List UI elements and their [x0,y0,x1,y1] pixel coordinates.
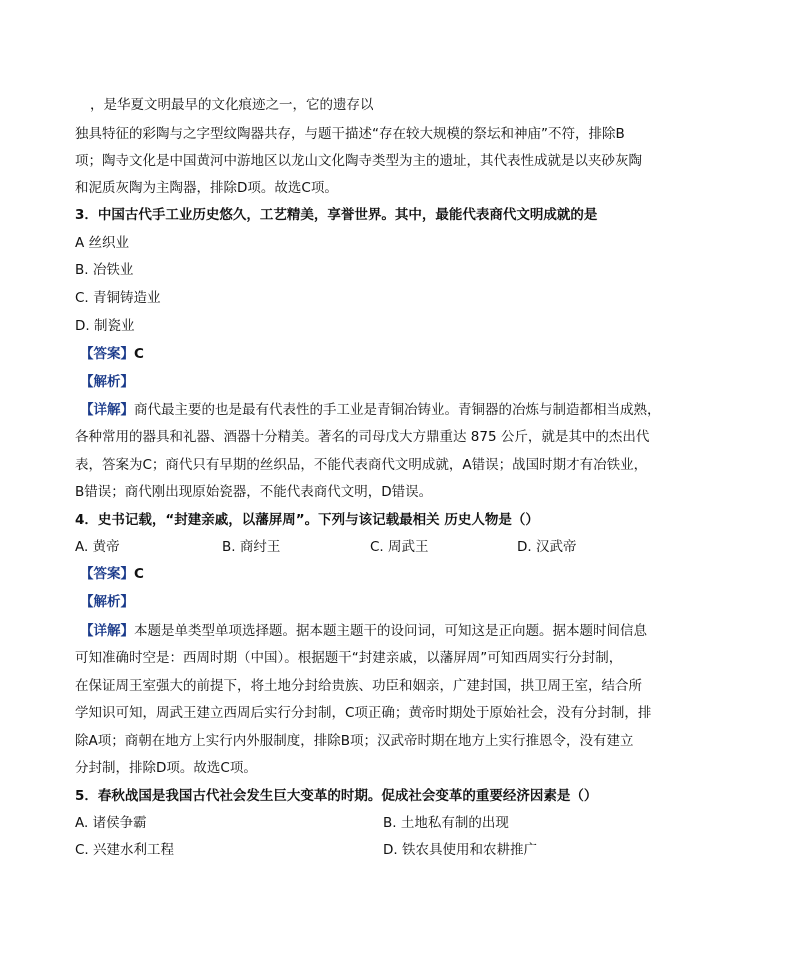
question-3-detail-line: 表，答案为C；商代只有早期的丝织品，不能代表商代文明成就，A错误；战国时期才有冶铁业， [75,457,648,473]
question-3-option-a: A 丝织业 [75,235,130,251]
answer-value: C [134,566,144,582]
question-5-stem: 5．春秋战国是我国古代社会发生巨大变革的时期。促成社会变革的重要经济因素是（） [75,788,598,804]
question-5-option-d: D. 铁农具使用和农耕推广 [383,842,537,858]
detail-tag: 【详解】 [80,402,134,418]
question-4-detail-line: 分封制，排除D项。故选C项。 [75,760,257,776]
question-4-answer [80,564,680,584]
question-4-detail-line: 可知准确时空是：西周时期（中国）。根据题干“封建亲戚，以藩屏周”可知西周实行分封制， [75,650,623,666]
question-3-detail-line [80,400,680,420]
question-4-stem: 4．史书记载，“封建亲戚，以藩屏周”。下列与该记载最相关 历史人物是（） [75,512,539,528]
answer-tag: 【答案】 [80,566,134,582]
question-3-option-c: C. 青铜铸造业 [75,290,161,306]
paragraph-text: 独具特征的彩陶与之字型纹陶器共存，与题干描述“存在较大规模的祭坛和神庙”不符，排除B [75,126,625,142]
question-4-option-c: C. 周武王 [370,539,429,555]
detail-text: 商代最主要的也是最有代表性的手工业是青铜冶铸业。青铜器的冶炼与制造都相当成熟， [134,402,661,418]
question-3-stem: 3．中国古代手工业历史悠久，工艺精美，享誉世界。其中，最能代表商代文明成就的是 [75,207,598,223]
question-4-detail-line: 学知识可知，周武王建立西周后实行分封制，C项正确；黄帝时期处于原始社会，没有分封制，排 [75,705,652,721]
question-3-option-b: B. 冶铁业 [75,262,134,278]
question-3-analysis-tag: 【解析】 [80,374,134,390]
question-4-detail-line: 在保证周王室强大的前提下，将土地分封给贵族、功臣和姻亲，广建封国，拱卫周王室，结合所 [75,678,642,694]
paragraph-text: ，是华夏文明最早的文化痕迹之一，它的遗存以 [90,97,374,113]
detail-tag: 【详解】 [80,623,134,639]
question-3-answer [80,344,680,364]
answer-tag: 【答案】 [80,346,134,362]
answer-value: C [134,346,144,362]
question-3-detail-line: B错误；商代刚出现原始瓷器，不能代表商代文明，D错误。 [75,484,433,500]
question-5-option-b: B. 土地私有制的出现 [383,815,509,831]
question-4-analysis-tag: 【解析】 [80,594,134,610]
question-5-option-a: A. 诸侯争霸 [75,815,147,831]
question-3-detail-line: 各种常用的器具和礼器、酒器十分精美。著名的司母戊大方鼎重达 875 公斤，就是其中的杰出代 [75,429,650,445]
question-4-option-d: D. 汉武帝 [517,539,577,555]
question-4-option-a: A. 黄帝 [75,539,120,555]
paragraph-text: 项；陶寺文化是中国黄河中游地区以龙山文化陶寺类型为主的遗址，其代表性成就是以夹砂灰陶 [75,153,642,169]
question-4-detail-line: 除A项；商朝在地方上实行内外服制度，排除B项；汉武帝时期在地方上实行推恩令，没有建立 [75,733,634,749]
question-3-option-d: D. 制瓷业 [75,318,135,334]
paragraph-text: 和泥质灰陶为主陶器，排除D项。故选C项。 [75,180,338,196]
question-4-option-b: B. 商纣王 [222,539,281,555]
question-5-option-c: C. 兴建水利工程 [75,842,175,858]
question-4-detail-line [80,621,680,641]
detail-text: 本题是单类型单项选择题。据本题主题干的设问词，可知这是正向题。据本题时间信息 [134,623,647,639]
